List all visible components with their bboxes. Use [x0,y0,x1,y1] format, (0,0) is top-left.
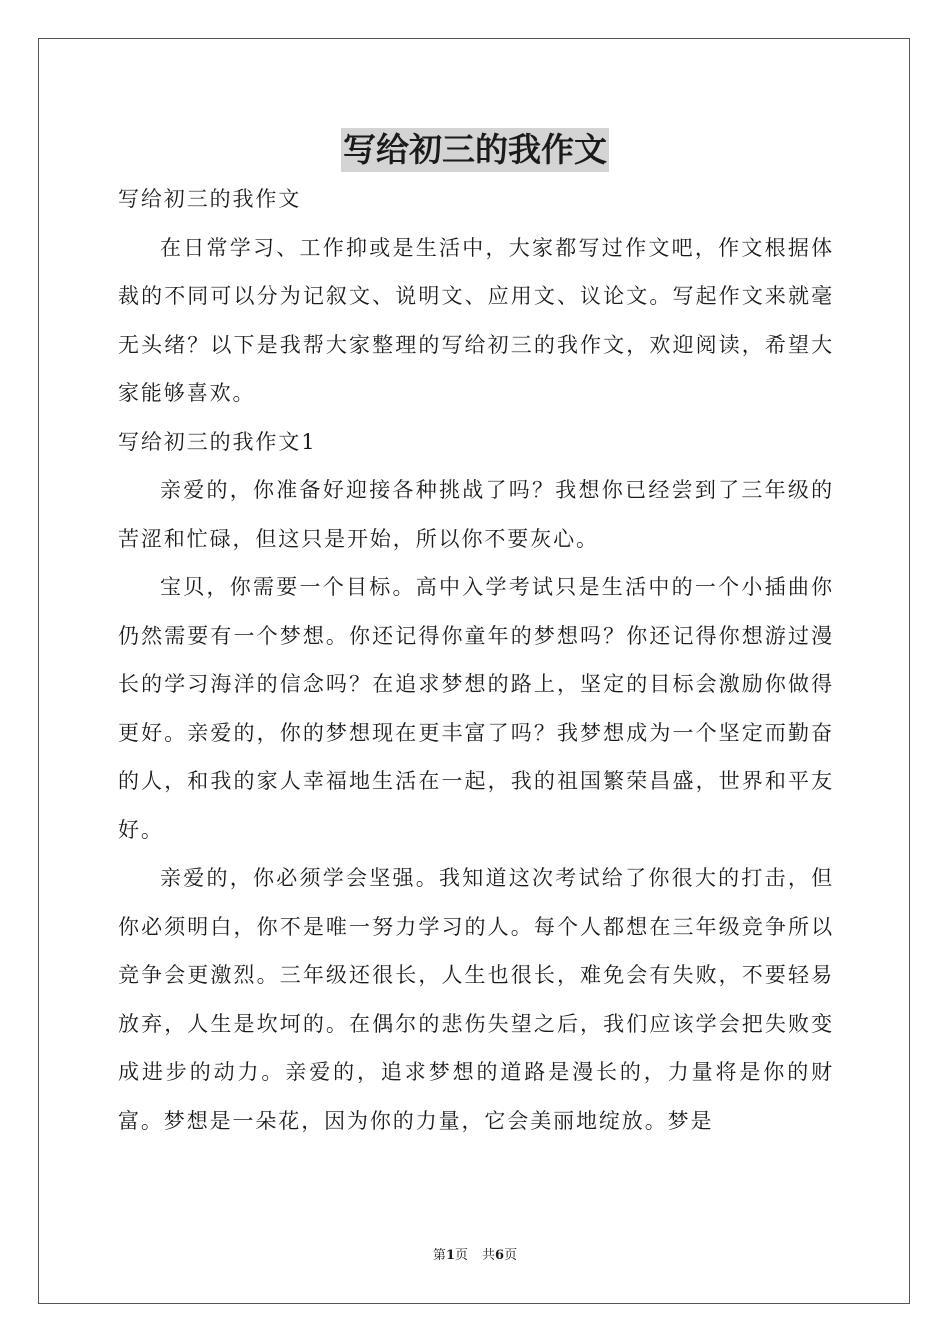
total-page-count: 6 [495,1248,505,1263]
body-paragraph: 亲爱的，你准备好迎接各种挑战了吗？我想你已经尝到了三年级的苦涩和忙碌，但这只是开始，所以你不要灰心。 [118,478,834,551]
body-paragraph: 宝贝，你需要一个目标。高中入学考试只是生活中的一个小插曲你仍然需要有一个梦想。你还记得你童年的梦想吗？你还记得你想游过漫长的学习海洋的信念吗？在追求梦想的路上，坚定的目标会激励你做得更好。亲爱的，你的梦想现在更丰富了吗？我梦想成为一个坚定而勤奋的人，和我的家人幸福地生活在一起，我的祖国繁荣昌盛，世界和平友好。 [118,575,834,842]
page-suffix: 页 [454,1248,468,1263]
body-paragraph: 亲爱的，你必须学会坚强。我知道这次考试给了你很大的打击，但你必须明白，你不是唯一努力学习的人。每个人都想在三年级竞争所以竞争会更激烈。三年级还很长，人生也很长，难免会有失败，不要轻易放弃，人生是坎坷的。在偶尔的悲伤失望之后，我们应该学会把失败变成进步的动力。亲爱的，追求梦想的道路是漫长的，力量将是你的财富。梦想是一朵花，因为你的力量，它会美丽地绽放。梦是 [118,866,834,1133]
document-body [118,175,834,1145]
page-footer [0,1247,950,1265]
document-title: 写给初三的我作文 [341,128,609,172]
page-prefix: 第 [432,1248,446,1263]
current-page-number: 1 [445,1248,455,1263]
subtitle-paragraph: 写给初三的我作文 [118,187,302,211]
total-prefix: 共 [482,1248,496,1263]
section-heading: 写给初三的我作文1 [118,429,317,454]
total-suffix: 页 [504,1248,518,1263]
intro-paragraph: 在日常学习、工作抑或是生活中，大家都写过作文吧，作文根据体裁的不同可以分为记叙文、说明文、应用文、议论文。写起作文来就毫无头绪？以下是我帮大家整理的写给初三的我作文，欢迎阅读，希望大家能够喜欢。 [118,235,834,405]
title-container [0,128,950,172]
